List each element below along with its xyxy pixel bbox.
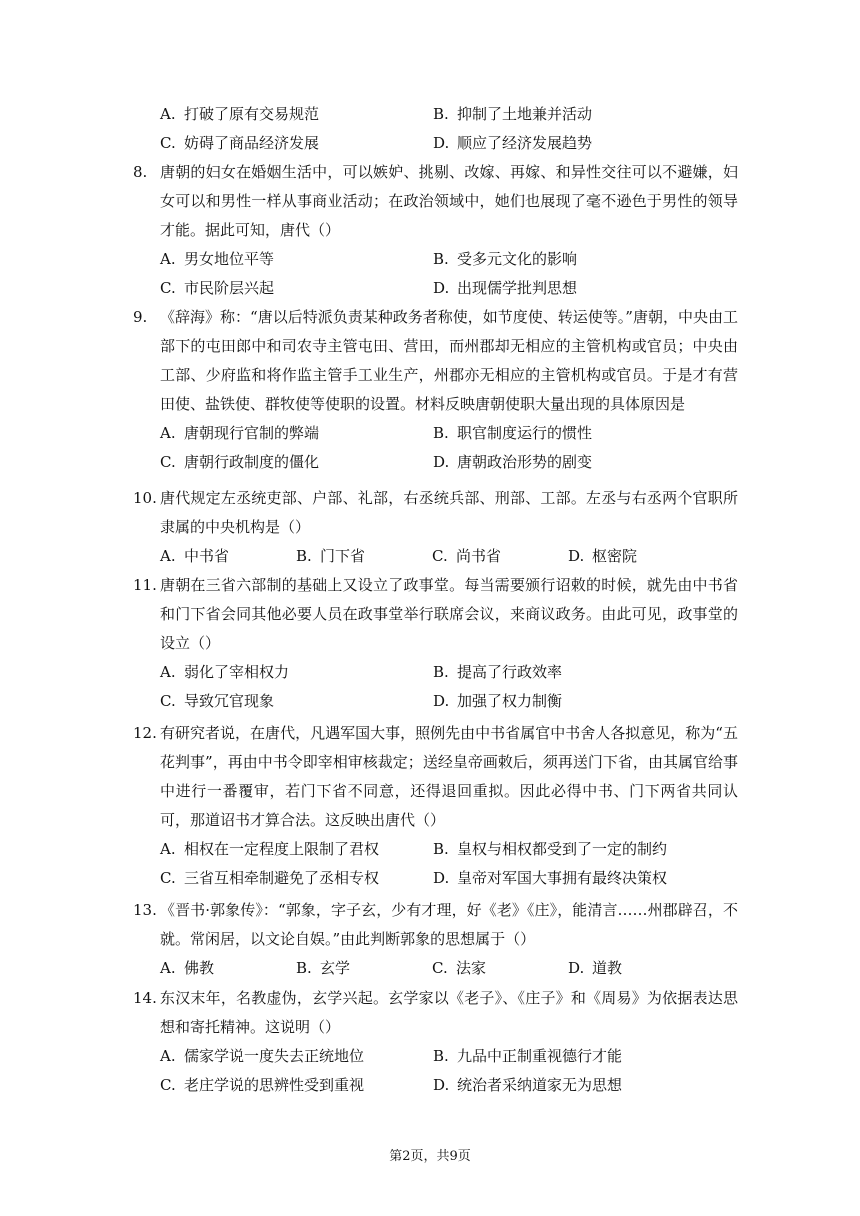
- question-number: 12.: [133, 724, 157, 742]
- option-a: A. 中书省: [160, 547, 230, 565]
- options: [160, 542, 738, 571]
- option-a: A. 弱化了宰相权力: [160, 663, 290, 681]
- question-stem: 《晋书·郭象传》：“郭象，字子玄，少有才理，好《老》《庄》，能清言……州郡辟召，不就。常闲居，以文论自娱。”由此判断郭象的思想属于（）: [160, 901, 738, 948]
- option-a: A. 佛教: [160, 959, 215, 977]
- option-d: D. 唐朝政治形势的剧变: [433, 453, 593, 471]
- option-d: D. 道教: [568, 959, 623, 977]
- question-11: [133, 571, 738, 716]
- option-b: B. 提高了行政效率: [433, 663, 563, 681]
- question-10: [133, 484, 738, 571]
- option-d: D. 出现儒学批判思想: [433, 279, 578, 297]
- option-d: D. 统治者采纳道家无为思想: [433, 1076, 623, 1094]
- options: [160, 954, 738, 983]
- option-b: B. 九品中正制重视德行才能: [433, 1047, 623, 1065]
- option-c: C. 法家: [432, 959, 487, 977]
- option-b: B. 受多元文化的影响: [433, 250, 578, 268]
- option-d: D. 枢密院: [568, 547, 638, 565]
- option-d: D. 顺应了经济发展趋势: [433, 134, 593, 152]
- option-a: A. 相权在一定程度上限制了君权: [160, 840, 380, 858]
- option-c: C. 妨碍了商品经济发展: [160, 134, 320, 152]
- option-a: A. 儒家学说一度失去正统地位: [160, 1047, 365, 1065]
- options: [160, 835, 738, 893]
- options: [160, 100, 738, 158]
- option-d: D. 加强了权力制衡: [433, 692, 563, 710]
- options: [160, 419, 738, 477]
- option-d: D. 皇帝对军国大事拥有最终决策权: [433, 869, 668, 887]
- option-b: B. 职官制度运行的惯性: [433, 424, 593, 442]
- option-c: C. 三省互相牵制避免了丞相专权: [160, 869, 380, 887]
- option-c: C. 唐朝行政制度的僵化: [160, 453, 320, 471]
- option-a: A. 打破了原有交易规范: [160, 105, 320, 123]
- question-9: [133, 303, 738, 477]
- question-14: [133, 984, 738, 1100]
- options: [160, 245, 738, 303]
- options: [160, 1042, 738, 1100]
- option-c: C. 市民阶层兴起: [160, 279, 275, 297]
- question-13: [133, 896, 738, 983]
- question-number: 14.: [133, 989, 157, 1007]
- question-number: 13.: [133, 901, 157, 919]
- option-b: B. 皇权与相权都受到了一定的制约: [433, 840, 668, 858]
- question-7-continued: [133, 100, 738, 158]
- options: [160, 658, 738, 716]
- page-footer: 第2页，共9页: [389, 1149, 471, 1164]
- question-stem: 唐朝的妇女在婚姻生活中，可以嫉妒、挑剔、改嫁、再嫁、和异性交往可以不避嫌，妇女可以和男性一样从事商业活动；在政治领域中，她们也展现了毫不逊色于男性的领导才能。据此可知，唐代（）: [160, 163, 738, 239]
- question-stem: 唐朝在三省六部制的基础上又设立了政事堂。每当需要颁行诏敕的时候，就先由中书省和门下省会同其他必要人员在政事堂举行联席会议，来商议政务。由此可见，政事堂的设立（）: [160, 576, 738, 652]
- question-stem: 唐代规定左丞统吏部、户部、礼部，右丞统兵部、刑部、工部。左丞与右丞两个官职所隶属的中央机构是（）: [160, 489, 738, 536]
- option-c: C. 尚书省: [432, 547, 502, 565]
- option-b: B. 玄学: [296, 959, 351, 977]
- option-c: C. 老庄学说的思辨性受到重视: [160, 1076, 365, 1094]
- option-b: B. 门下省: [296, 547, 366, 565]
- question-stem: 东汉末年，名教虚伪，玄学兴起。玄学家以《老子》、《庄子》和《周易》为依据表达思想和寄托精神。这说明（）: [160, 989, 738, 1036]
- option-c: C. 导致冗官现象: [160, 692, 275, 710]
- question-12: [133, 719, 738, 893]
- question-number: 10.: [133, 489, 157, 507]
- option-a: A. 唐朝现行官制的弊端: [160, 424, 320, 442]
- question-8: [133, 158, 738, 303]
- question-number: 9.: [133, 308, 148, 326]
- question-number: 11.: [133, 576, 157, 594]
- question-stem: 有研究者说，在唐代，凡遇军国大事，照例先由中书省属官中书舍人各拟意见，称为“五花判事”，再由中书令即宰相审核裁定；送经皇帝画敕后，须再送门下省，由其属官给事中进行一番覆审，若门下省不同意，还得退回重拟。因此必得中书、门下两省共同认可，那道诏书才算合法。这反映出唐代（）: [160, 724, 738, 829]
- option-b: B. 抑制了土地兼并活动: [433, 105, 593, 123]
- option-a: A. 男女地位平等: [160, 250, 275, 268]
- question-stem: 《辞海》称：“唐以后特派负责某种政务者称使，如节度使、转运使等。”唐朝，中央由工部下的屯田郎中和司农寺主管屯田、营田，而州郡却无相应的主管机构或官员；中央由工部、少府监和将作监主管手工业生产，州郡亦无相应的主管机构或官员。于是才有营田使、盐铁使、群牧使等使职的设置。材料反映唐朝使职大量出现的具体原因是: [160, 308, 738, 413]
- question-number: 8.: [133, 163, 148, 181]
